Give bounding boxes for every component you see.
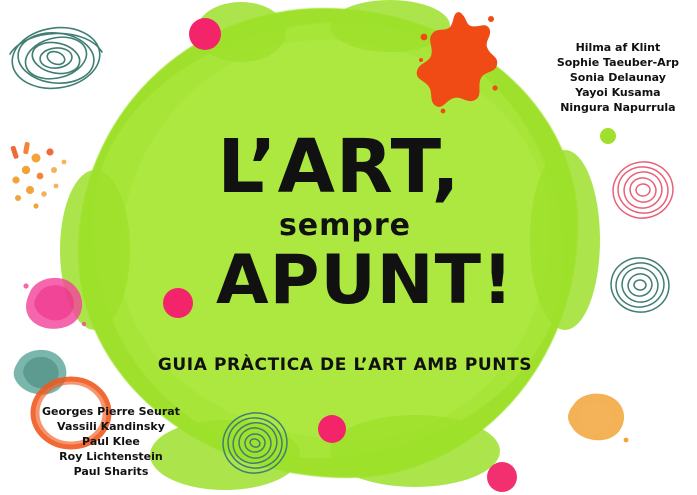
- artist-list-left: [42, 404, 180, 479]
- artist-name: Paul Klee: [82, 435, 140, 448]
- green-blob-edge: [330, 415, 500, 487]
- title-line-lart: L’ART,: [217, 124, 461, 210]
- teal-scribble-bottom-center-icon: [218, 406, 292, 480]
- title-line-apunt: APUNT!: [216, 241, 514, 320]
- artist-name: Sonia Delaunay: [569, 71, 666, 84]
- artist-name: Ningura Napurrula: [560, 101, 676, 114]
- poster-subtitle: GUIA PRÀCTICA DE L’ART AMB PUNTS: [157, 355, 533, 375]
- artist-name: Georges Pierre Seurat: [42, 405, 180, 418]
- rose-scribble-right-icon: [608, 156, 678, 224]
- poster-title: [130, 124, 560, 320]
- artist-name: Roy Lichtenstein: [59, 450, 163, 463]
- artist-name: Hilma af Klint: [575, 41, 661, 54]
- artist-name: Sophie Taeuber-Arp: [556, 56, 679, 69]
- artist-name: Yayoi Kusama: [575, 86, 661, 99]
- teal-scribble-right-icon: [606, 252, 674, 318]
- green-dot-right: [600, 128, 616, 144]
- artist-name: Vassili Kandinsky: [57, 420, 165, 433]
- orange-watercolor-splash-icon: [415, 10, 499, 114]
- orange-dot-cluster-left-icon: [6, 140, 92, 218]
- teal-scribble-top-left-icon: [6, 18, 106, 98]
- pink-dot-bottom-right: [487, 462, 517, 492]
- amber-watercolor-bottom-right-icon: [560, 388, 630, 448]
- pink-dot-top: [189, 18, 221, 50]
- pink-dot-bottom-center: [318, 415, 346, 443]
- magenta-watercolor-left-icon: [18, 272, 90, 334]
- artist-name: Paul Sharits: [73, 465, 149, 478]
- title-line-sempre: sempre: [278, 208, 412, 243]
- artist-list-right: [557, 40, 679, 115]
